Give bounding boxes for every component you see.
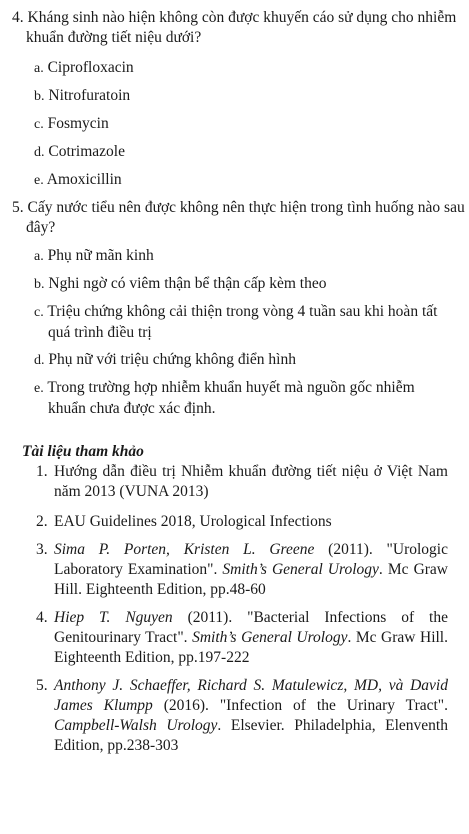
question-5: [12, 198, 466, 238]
reference-5: 5. Anthony J. Schaeffer, Richard S. Matulewicz, MD, và David James Klumpp (2016). "Infection of the Urinary Tract". Campbell-Walsh Urology. Elsevier. Philadelphia, Elenventh Edition, pp.238-303: [36, 677, 448, 754]
option-4e: e. Amoxicillin: [34, 171, 122, 188]
reference-4: 4. Hiep T. Nguyen (2011). "Bacterial Infections of the Genitourinary Tract". Smith’s General Urology. Mc Graw Hill. Eighteenth Edition, pp.197-222: [36, 609, 448, 666]
question-number: 4.: [12, 9, 24, 26]
reference-book: Smith’s General Urology: [192, 629, 348, 646]
option-5b: b. Nghi ngờ có viêm thận bể thận cấp kèm theo: [34, 275, 327, 292]
option-5d: d. Phụ nữ với triệu chứng không điển hình: [34, 351, 296, 368]
option-4a: a. Ciprofloxacin: [34, 59, 134, 76]
option-4d: d. Cotrimazole: [34, 143, 125, 160]
question-4: [12, 8, 466, 48]
reference-authors: Hiep T. Nguyen: [54, 609, 173, 626]
option-4c: c. Fosmycin: [34, 115, 109, 132]
option-5e: e. Trong trường hợp nhiễm khuẩn huyết mà nguồn gốc nhiễm khuẩn chưa được xác định.: [34, 379, 415, 417]
reference-book: Smith’s General Urology: [222, 561, 379, 578]
reference-book: Campbell-Walsh Urology: [54, 717, 218, 734]
references-heading: Tài liệu tham khảo: [22, 443, 144, 460]
reference-authors: Anthony J. Schaeffer, Richard S. Matulewicz, MD, và David James Klumpp: [54, 677, 448, 714]
reference-3: 3. Sima P. Porten, Kristen L. Greene (2011). "Urologic Laboratory Examination". Smith’s General Urology. Mc Graw Hill. Eighteenth Edition, pp.48-60: [36, 541, 448, 598]
question-text: Cấy nước tiểu nên được không nên thực hiện trong tình huống nào sau đây?: [26, 199, 465, 236]
reference-authors: Sima P. Porten, Kristen L. Greene: [54, 541, 315, 558]
reference-2: 2. EAU Guidelines 2018, Urological Infections: [36, 513, 332, 530]
option-5c: c. Triệu chứng không cải thiện trong vòng 4 tuần sau khi hoàn tất quá trình điều trị: [34, 303, 438, 341]
question-text: Kháng sinh nào hiện không còn được khuyến cáo sử dụng cho nhiễm khuẩn đường tiết niệu dưới?: [26, 9, 457, 46]
reference-1: 1. Hướng dẫn điều trị Nhiễm khuẩn đường tiết niệu ở Việt Nam năm 2013 (VUNA 2013): [36, 463, 448, 500]
question-number: 5.: [12, 199, 24, 216]
option-4b: b. Nitrofuratoin: [34, 87, 131, 104]
option-5a: a. Phụ nữ mãn kinh: [34, 247, 154, 264]
